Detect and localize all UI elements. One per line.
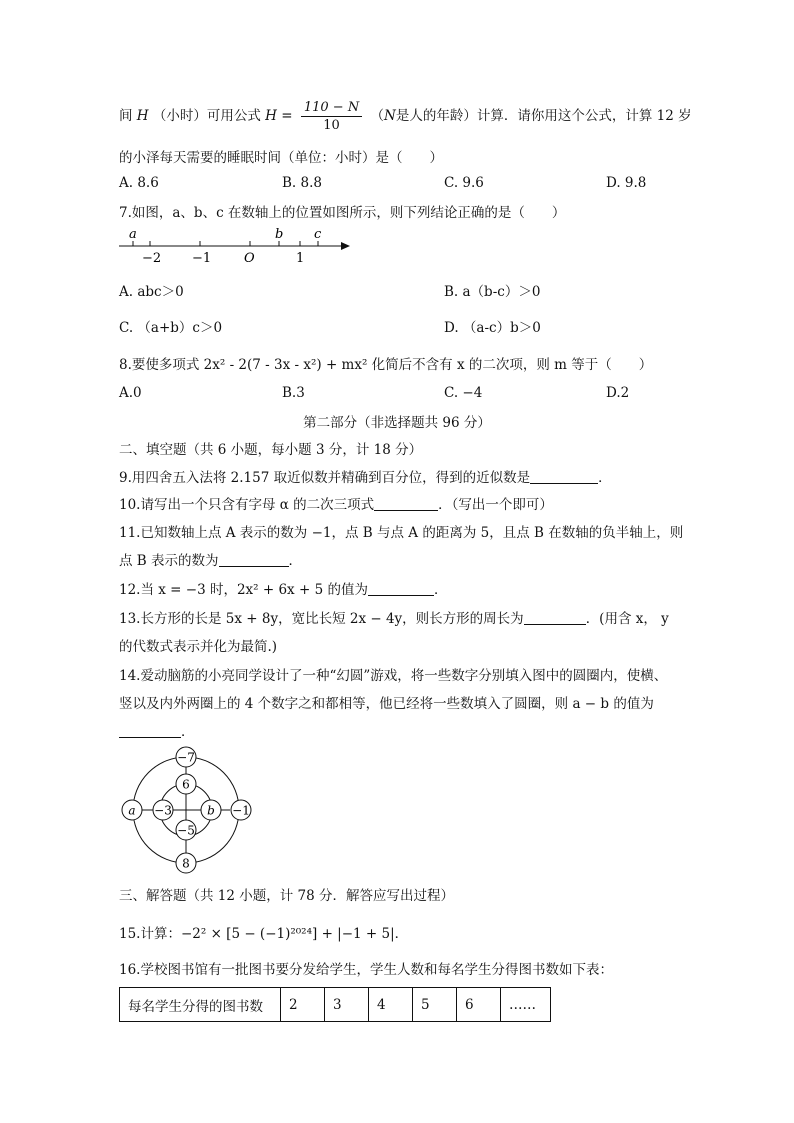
q6-text-d: 是人的年龄）计算．请你用这个公式，计算 12 岁 (395, 108, 692, 124)
value-inner-top: 6 (182, 777, 190, 792)
magic-circle-diagram (115, 740, 260, 875)
q6-text-b: （小时）可用公式 (152, 108, 261, 124)
q6-option-a: A. 8.6 (119, 175, 159, 191)
q6-option-b: B. 8.8 (282, 175, 322, 191)
q7-option-b: B. a（b-c）＞0 (444, 284, 541, 300)
q8-text: 8.要使多项式 2x² - 2(7 - 3x - x²) + mx² 化简后不含有 x 的二次项，则 m 等于（ ） (119, 357, 653, 373)
q6-var-n: N (384, 108, 396, 124)
q11-text: 点 B 表示的数为 (119, 553, 219, 569)
circle-inner-top (176, 774, 196, 794)
q6-text-a: 间 (119, 108, 133, 124)
q7-option-c: C. （a+b）c＞0 (119, 320, 223, 336)
q13-line1 (119, 607, 669, 627)
fraction-denominator: 10 (323, 118, 340, 133)
tick-label-1: 1 (296, 251, 305, 266)
q15-text: 15.计算：−2² × [5 − (−1)²⁰²⁴] + |−1 + 5|． (119, 926, 409, 942)
q9-text: 9.用四舍五入法将 2.157 取近似数并精确到百分位，得到的近似数是 (119, 470, 531, 486)
value-outer-bottom: 8 (182, 856, 190, 871)
circle-outer-top (176, 747, 196, 767)
books-table (119, 987, 551, 1022)
formula-fraction (301, 100, 362, 133)
point-a-label: a (129, 227, 137, 242)
q16-text: 16.学校图书馆有一批图书要分发给学生，学生人数和每名学生分得图书数如下表： (119, 962, 613, 978)
q13-text: 13.长方形的长是 5x + 8y，宽比长短 2x − 4y，则长方形的周长为 (119, 611, 524, 627)
q13-line2: 的代数式表示并化为最简.) (119, 639, 278, 655)
q12-line: 12.当 x = −3 时，2x² + 6x + 5 的值为 ． (119, 582, 448, 598)
q8-option-b: B.3 (282, 385, 305, 401)
value-inner-right: b (207, 803, 215, 818)
table-cell: 6 (457, 988, 501, 1022)
table-cell: 4 (369, 988, 413, 1022)
axis-arrow (341, 242, 350, 250)
table-cell: 3 (325, 988, 369, 1022)
point-b-label: b (275, 227, 284, 242)
q12-text: 12.当 x = −3 时，2x² + 6x + 5 的值为 (119, 582, 368, 598)
q8-option-d: D.2 (606, 385, 630, 401)
circle-inner-bottom (176, 820, 196, 840)
q6-option-d: D. 9.8 (606, 175, 647, 191)
q10-answer-blank[interactable] (374, 496, 438, 511)
value-inner-bottom: −5 (177, 823, 195, 838)
q6-line2: 的小泽每天需要的睡眠时间（单位：小时）是（ ） (119, 150, 443, 166)
q7-option-d: D. （a-c）b＞0 (444, 320, 541, 336)
formula-lhs: H = (265, 108, 293, 124)
q9-answer-blank[interactable] (530, 469, 598, 484)
tick-label-neg1: −1 (192, 251, 212, 266)
q14-line2: 竖以及内外两圈上的 4 个数字之和都相等，他已经将一些数填入了圆圈，则 a − b 的值为 (119, 696, 654, 712)
table-cell: 2 (281, 988, 325, 1022)
q14-answer-blank[interactable] (119, 723, 181, 738)
number-line (116, 225, 356, 267)
fraction-numerator: 110 − N (301, 100, 362, 117)
circle-inner-left (153, 800, 173, 820)
q9-line: 9.用四舍五入法将 2.157 取近似数并精确到百分位，得到的近似数是 ． (119, 470, 612, 486)
value-outer-right: −1 (232, 803, 250, 818)
q10-text: 10.请写出一个只含有字母 α 的二次三项式 (119, 497, 375, 513)
q14-line3: ． (119, 720, 195, 740)
q6-text-c: （ (370, 108, 385, 124)
table-header-cell: 每名学生分得的图书数 (120, 988, 281, 1022)
value-outer-top: −7 (177, 750, 195, 765)
table-cell: 5 (413, 988, 457, 1022)
q13-answer-blank[interactable] (524, 610, 586, 625)
value-inner-left: −3 (154, 803, 172, 818)
q11-line1: 11.已知数轴上点 A 表示的数为 −1，点 B 与点 A 的距离为 5，且点 B 在数轴的负半轴上，则 (119, 525, 684, 541)
q6-option-c: C. 9.6 (444, 175, 484, 191)
circle-outer-bottom (176, 853, 196, 873)
value-outer-left: a (128, 803, 136, 818)
circle-inner-right (201, 800, 221, 820)
q6-line1 (119, 100, 692, 133)
q14-line1: 14.爱动脑筋的小亮同学设计了一种“幻圆”游戏，将一些数字分别填入图中的圆圈内，使横、 (119, 668, 668, 684)
circle-outer-left (122, 800, 142, 820)
q13-text-end: ．(用含 x， y (585, 611, 669, 627)
part2-title: 第二部分（非选择题共 96 分） (303, 415, 491, 431)
q8-option-a: A.0 (119, 385, 142, 401)
section3-title: 三、解答题（共 12 小题，计 78 分．解答应写出过程） (119, 888, 455, 904)
table-cell: …… (501, 988, 551, 1022)
table-row (120, 988, 551, 1022)
q6-var-h: H (136, 108, 149, 124)
tick-label-neg2: −2 (142, 251, 162, 266)
q10-text-end: ．（写出一个即可） (438, 497, 553, 513)
q12-answer-blank[interactable] (368, 581, 434, 596)
q10-line (119, 493, 553, 513)
tick-label-origin: O (244, 251, 255, 266)
point-c-label: c (314, 227, 322, 242)
q7-option-a: A. abc＞0 (119, 284, 184, 300)
q11-line2: 点 B 表示的数为 ． (119, 553, 303, 569)
circle-outer-right (231, 800, 251, 820)
q11-answer-blank[interactable] (219, 552, 289, 567)
q7-text: 7.如图，a、b、c 在数轴上的位置如图所示，则下列结论正确的是（ ） (119, 205, 566, 221)
q8-option-c: C. −4 (444, 385, 483, 401)
section2-title: 二、填空题（共 6 小题，每小题 3 分，计 18 分） (119, 442, 423, 458)
